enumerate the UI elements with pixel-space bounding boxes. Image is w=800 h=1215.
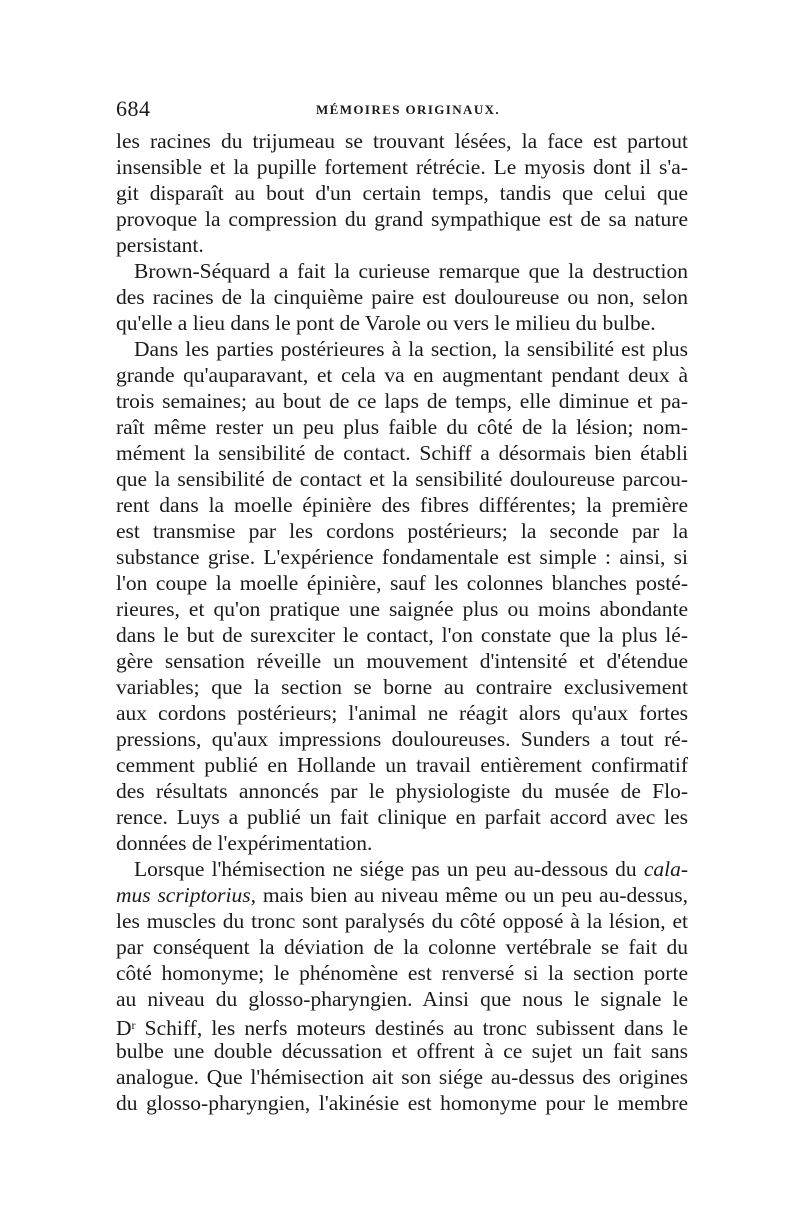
page-number: 684 [116,96,151,121]
text-line: insensible et la pupille fortement rétrécie. Le myosis dont il s'a- [116,155,688,179]
text-line: gère sensation réveille un mouvement d'intensité et d'étendue [116,649,688,673]
text-line: Brown-Séquard a fait la curieuse remarque que la destruction [134,259,688,283]
text-line: variables; que la section se borne au contraire exclusivement [116,675,688,699]
text-line: côté homonyme; le phénomène est renversé si la section porte [116,961,688,985]
doctor-abbrev: D [116,1016,132,1038]
text-line: grande qu'auparavant, et cela va en augmentant pendant deux à [116,363,688,387]
text-line: les racines du trijumeau se trouvant lésées, la face est partout [116,129,688,153]
text-line: aux cordons postérieurs; l'animal ne réagit alors qu'aux fortes [116,701,688,725]
text-line: Dans les parties postérieures à la section, la sensibilité est plus [134,337,688,361]
text-segment: Lorsque l'hémisection ne siége pas un peu au-dessous du [134,857,637,881]
text-line: du glosso-pharyngien, l'akinésie est homonyme pour le membre [116,1091,688,1115]
text-line: les muscles du tronc sont paralysés du côté opposé à la lésion, et [116,909,688,933]
text-line: git disparaît au bout d'un certain temps, tandis que celui que [116,181,688,205]
text-line: qu'elle a lieu dans le pont de Varole ou vers le milieu du bulbe. [116,311,656,335]
text-segment: Schiff, les nerfs moteurs destinés au tronc subissent dans le [144,1016,688,1038]
text-line: provoque la compression du grand sympathique est de sa nature [116,207,688,231]
text-segment: mais bien au niveau même ou un peu au-dessus, [262,883,688,907]
text-line: données de l'expérimentation. [116,831,373,855]
text-line: est transmise par les cordons postérieurs; la seconde par la [116,519,688,543]
text-line: l'on coupe la moelle épinière, sauf les colonnes blanches posté- [116,571,688,595]
paragraph-2 [116,258,688,336]
italic-term: cala- [643,857,688,881]
page-header [116,96,688,126]
text-line: des racines de la cinquième paire est douloureuse ou non, selon [116,285,688,309]
text-line: au niveau du glosso-pharyngien. Ainsi que nous le signale le [116,987,688,1011]
text-line: bulbe une double décussation et offrent à ce sujet un fait sans [116,1039,688,1063]
text-line: raît même rester un peu plus faible du côté de la lésion; nom- [116,415,688,439]
text-line: par conséquent la déviation de la colonne vertébrale se fait du [116,935,688,959]
text-line: cemment publié en Hollande un travail entièrement confirmatif [116,753,688,777]
text-line: substance grise. L'expérience fondamentale est simple : ainsi, si [116,545,688,569]
text-line: rieures, et qu'on pratique une saignée plus ou moins abondante [116,597,688,621]
text-line: analogue. Que l'hémisection ait son siége au-dessus des origines [116,1065,688,1089]
paragraph-3 [116,336,688,856]
body-text [116,128,688,1116]
italic-term: mus scriptorius, [116,883,257,907]
text-line: trois semaines; au bout de ce laps de temps, elle diminue et pa- [116,389,688,413]
text-line: mément la sensibilité de contact. Schiff a désormais bien établi [116,441,688,465]
paragraph-4 [116,856,688,1116]
text-line: rence. Luys a publié un fait clinique en parfait accord avec les [116,805,688,829]
doctor-superscript: r [131,1018,136,1032]
text-line: que la sensibilité de contact et la sensibilité douloureuse parcou- [116,467,688,491]
text-line: rent dans la moelle épinière des fibres différentes; la première [116,493,688,517]
text-line: pressions, qu'aux impressions douloureuses. Sunders a tout ré- [116,727,688,751]
text-line: persistant. [116,233,204,257]
paragraph-1 [116,128,688,258]
text-line: des résultats annoncés par le physiologiste du musée de Flo- [116,779,688,803]
text-line [116,1012,688,1038]
text-line [116,856,688,882]
text-line: dans le but de surexciter le contact, l'on constate que la plus lé- [116,623,688,647]
text-line [116,882,688,908]
running-head: MÉMOIRES ORIGINAUX. [316,102,501,117]
